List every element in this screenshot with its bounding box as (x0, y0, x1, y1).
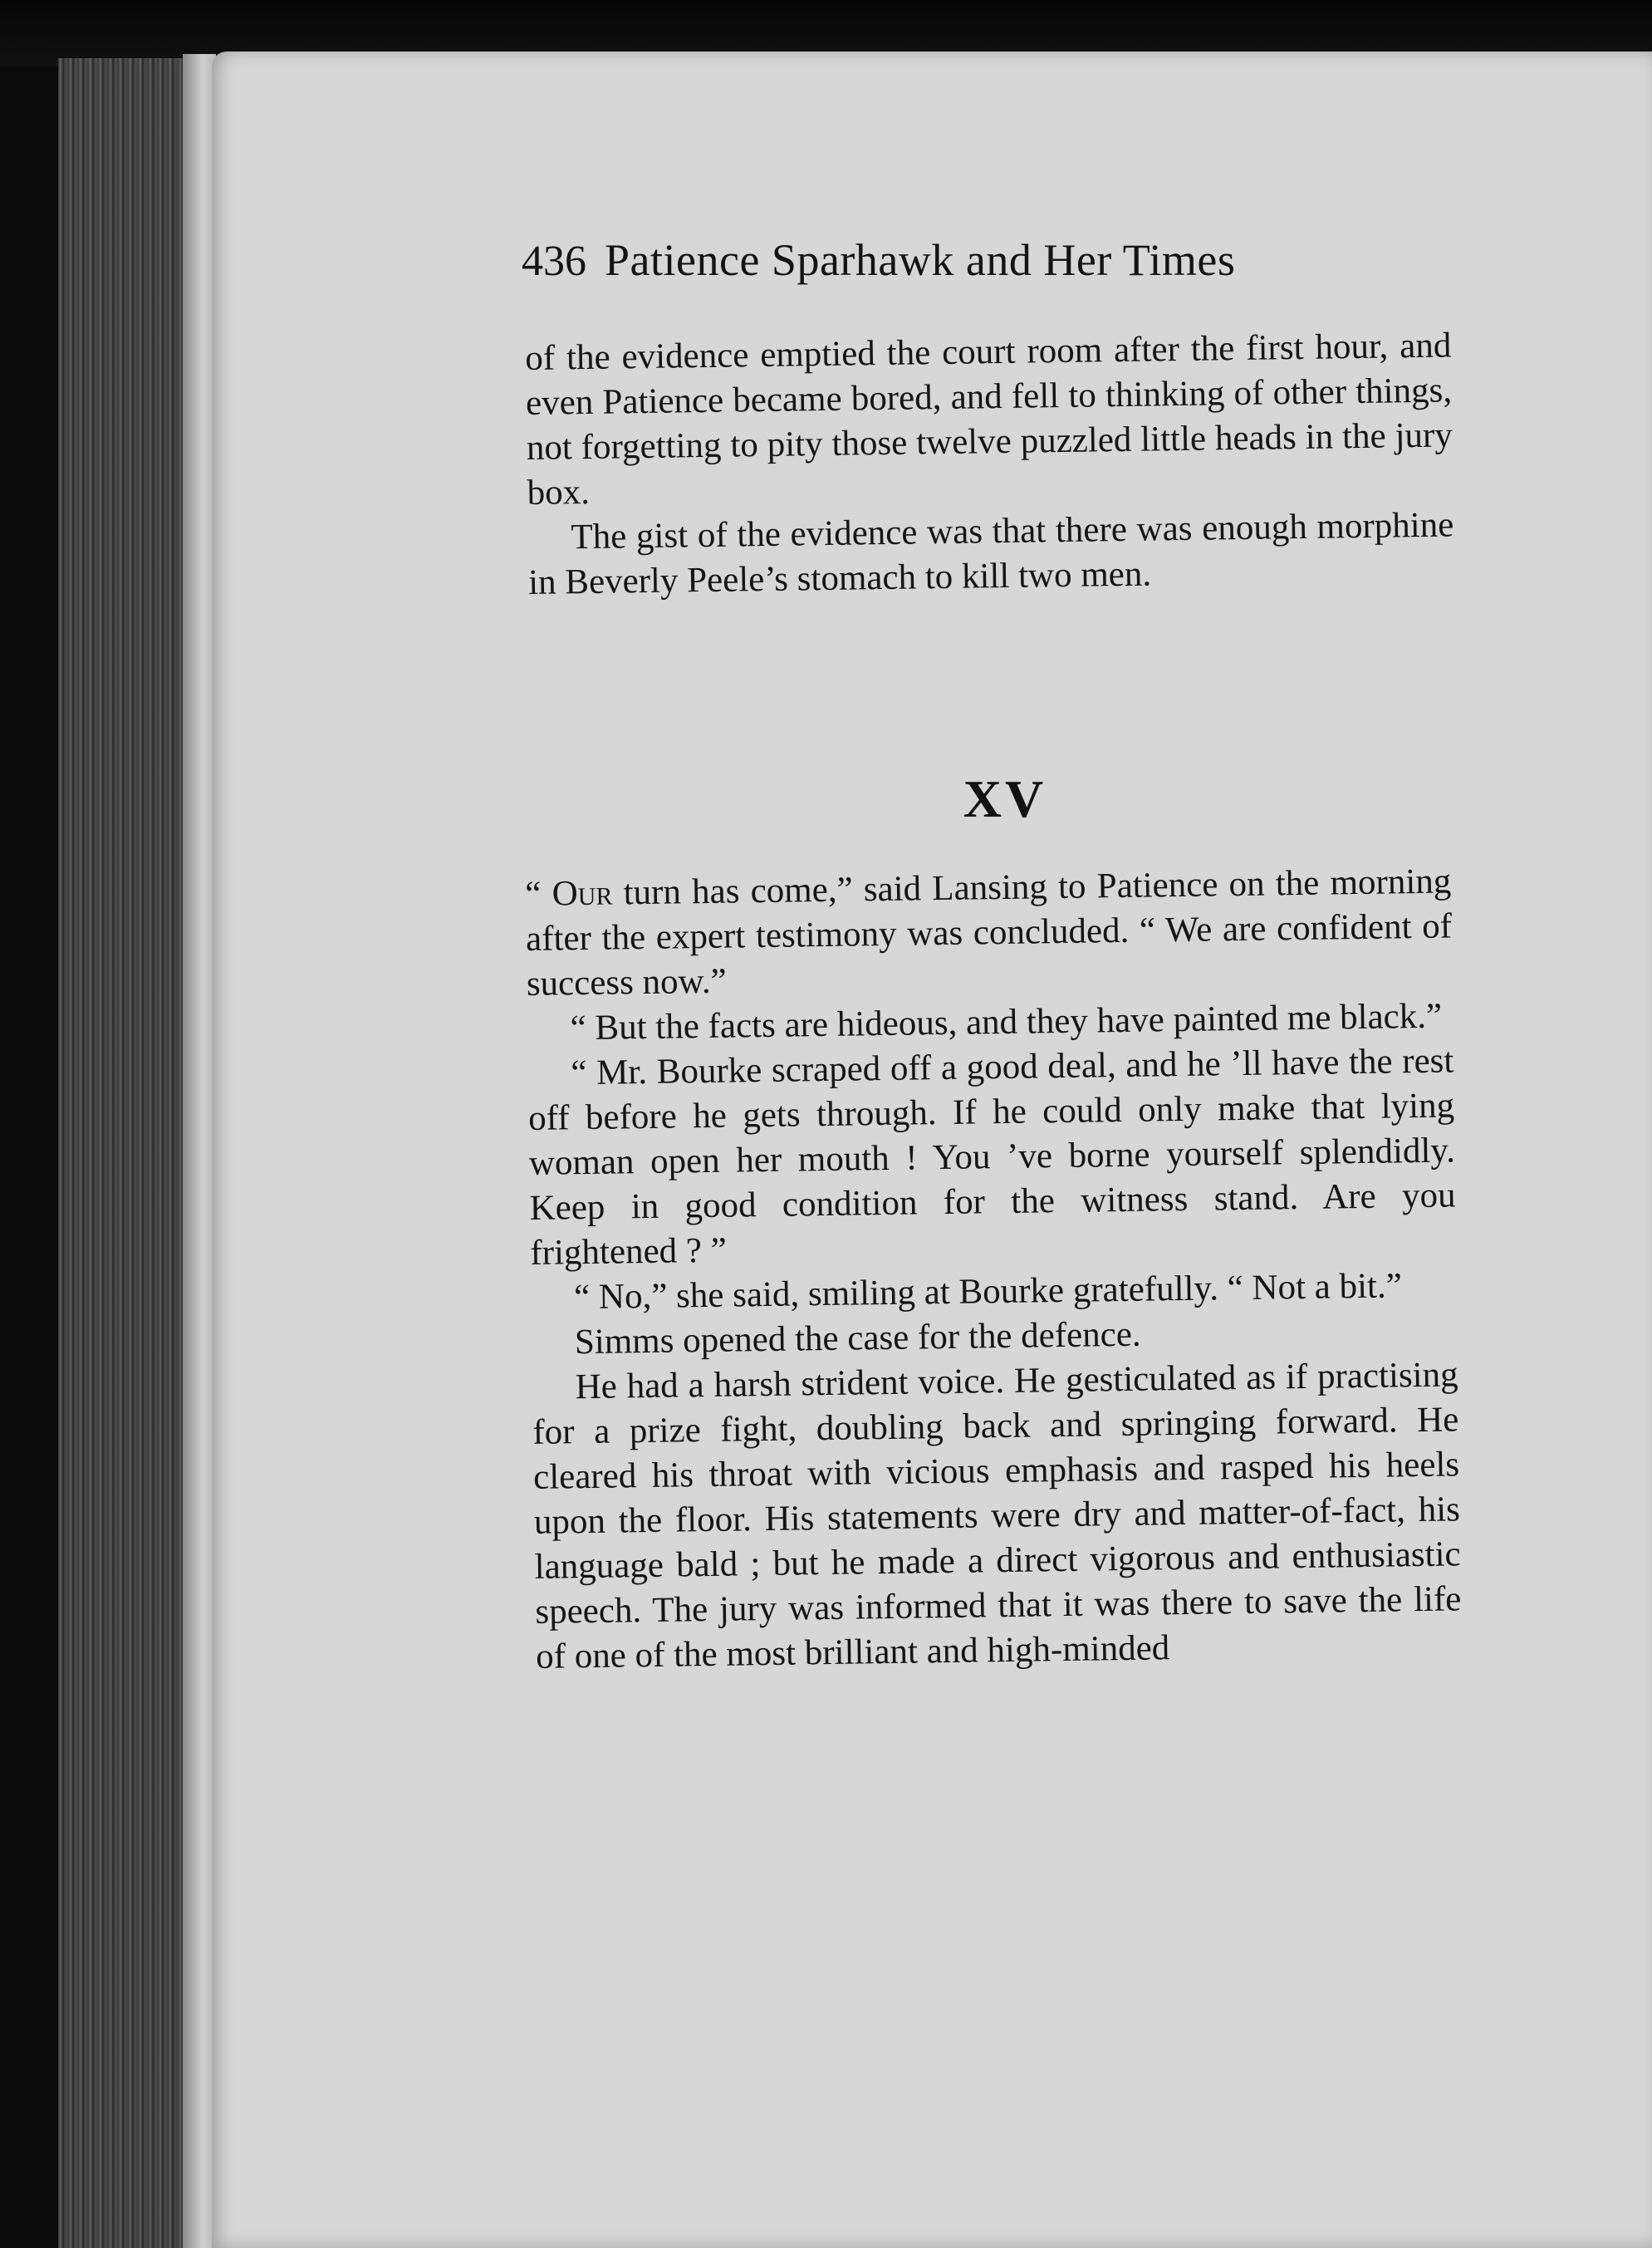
page-number: 436 (522, 238, 586, 285)
paragraph: He had a harsh strident voice. He gesticulated as if practising for a prize fight, doubling back and springing forward. He cleared his throat with vicious emphasis and rasped his heels upon the floor. His statements were dry and matter-of-fact, his language bald ; but he made a direct vigorous and enthusiastic speech. The jury was informed that it was there to save the life of one of the most brilliant and high-minded (532, 1355, 1462, 1676)
paragraph: “ But the facts are hideous, and they have painted me black.” (570, 996, 1443, 1048)
paragraph-lead: “ Our (525, 873, 613, 914)
paragraph: “ No,” she said, smiling at Bourke gratefully. “ Not a bit.” (573, 1266, 1403, 1318)
paragraph-text: turn has come,” said Lansing to Patience on the morning after the expert testimony was concluded. “ We are confident of success now.” (525, 861, 1453, 1004)
book-spine (58, 58, 203, 2248)
paragraph: Simms opened the case for the defence. (574, 1314, 1141, 1362)
paragraph: of the evidence emptied the court room after the first hour, and even Patience became bored, and fell to thinking of other things, not forgetting to pity those twelve puzzled little heads in the jury box. (525, 326, 1453, 513)
running-header (522, 234, 1385, 286)
text-block-before-chapter (525, 323, 1454, 606)
paragraph: “ Mr. Bourke scraped off a good deal, and he ’ll have the rest off before he gets through. If he could only make that lying woman open her mouth ! You ’ve borne yourself splendidly. Keep in good condition for the witness stand. Are you frightened ? ” (527, 1041, 1456, 1273)
paragraph: The gist of the evidence was that there was enough morphine in Beverly Peele’s stomach to kill two men. (527, 505, 1454, 602)
paragraph (525, 859, 1453, 1007)
running-title: Patience Sparhawk and Her Times (605, 235, 1236, 285)
chapter-heading: XV (963, 769, 1047, 828)
page-edge (183, 54, 216, 2248)
text-block-after-chapter (525, 859, 1462, 1679)
